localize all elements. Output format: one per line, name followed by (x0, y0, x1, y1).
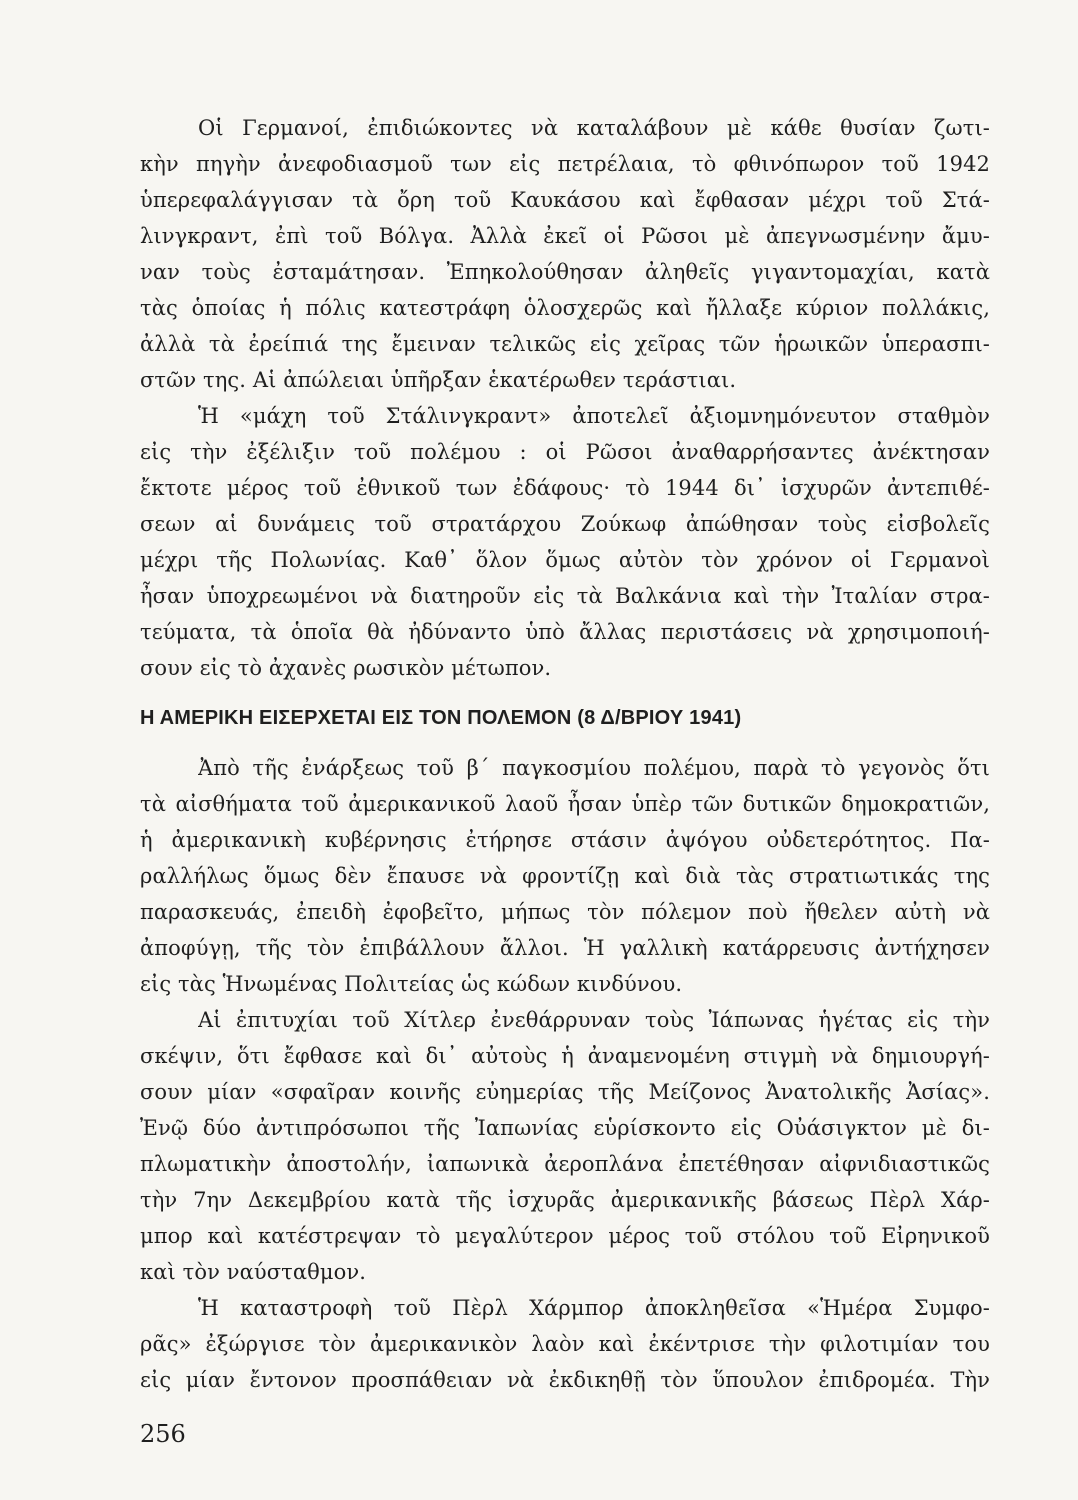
text-line: λινγκραντ, ἐπὶ τοῦ Βόλγα. Ἀλλὰ ἐκεῖ οἱ Ρῶσοι μὲ ἀπεγνωσμένην ἄμυ- (140, 224, 990, 248)
text-line: εἰς τὴν ἐξέλιξιν τοῦ πολέμου : οἱ Ρῶσοι ἀναθαρρήσαντες ἀνέκτησαν (140, 440, 990, 464)
text-line: Αἱ ἐπιτυχίαι τοῦ Χίτλερ ἐνεθάρρυναν τοὺς Ἰάπωνας ἡγέτας εἰς τὴν (198, 1008, 990, 1032)
text-line: ἔκτοτε μέρος τοῦ ἐθνικοῦ των ἐδάφους· τὸ 1944 δι᾿ ἰσχυρῶν ἀντεπιθέ- (140, 476, 990, 500)
text-line: Ἀπὸ τῆς ἐνάρξεως τοῦ β΄ παγκοσμίου πολέμου, παρὰ τὸ γεγονὸς ὅτι (198, 756, 990, 780)
text-line: τεύματα, τὰ ὁποῖα θὰ ἠδύναντο ὑπὸ ἄλλας περιστάσεις νὰ χρησιμοποιή- (140, 620, 990, 644)
text-line: σουν εἰς τὸ ἀχανὲς ρωσικὸν μέτωπον. (140, 656, 552, 680)
text-line: καὶ τὸν ναύσταθμον. (140, 1260, 367, 1284)
text-line: εἰς τὰς Ἡνωμένας Πολιτείας ὡς κώδων κινδύνου. (140, 972, 683, 996)
text-line: Ἡ καταστροφὴ τοῦ Πὲρλ Χάρμπορ ἀποκληθεῖσα «Ἡμέρα Συμφο- (198, 1296, 990, 1320)
text-line: σκέψιν, ὅτι ἔφθασε καὶ δι᾿ αὐτοὺς ἡ ἀναμενομένη στιγμὴ νὰ δημιουργή- (140, 1044, 990, 1068)
text-line: τὰς ὁποίας ἡ πόλις κατεστράφη ὁλοσχερῶς καὶ ἤλλαξε κύριον πολλάκις, (140, 296, 990, 320)
text-line: Ἐνῷ δύο ἀντιπρόσωποι τῆς Ἰαπωνίας εὑρίσκοντο εἰς Οὐάσιγκτον μὲ δι- (140, 1116, 990, 1140)
text-line: ἦσαν ὑποχρεωμένοι νὰ διατηροῦν εἰς τὰ Βαλκάνια καὶ τὴν Ἰταλίαν στρα- (140, 584, 990, 608)
text-line: ἀποφύγῃ, τῆς τὸν ἐπιβάλλουν ἄλλοι. Ἡ γαλλικὴ κατάρρευσις ἀντήχησεν (140, 936, 990, 960)
text-line: ρᾶς» ἐξώργισε τὸν ἀμερικανικὸν λαὸν καὶ ἐκέντρισε τὴν φιλοτιμίαν του (140, 1332, 990, 1356)
text-line: σουν μίαν «σφαῖραν κοινῆς εὐημερίας τῆς Μείζονος Ἀνατολικῆς Ἀσίας». (140, 1080, 990, 1104)
text-line: ἀλλὰ τὰ ἐρείπιά της ἔμειναν τελικῶς εἰς χεῖρας τῶν ἡρωικῶν ὑπερασπι- (140, 332, 990, 356)
text-line: πλωματικὴν ἀποστολήν, ἰαπωνικὰ ἀεροπλάνα ἐπετέθησαν αἰφνιδιαστικῶς (140, 1152, 990, 1176)
text-line: στῶν της. Αἱ ἀπώλειαι ὑπῆρξαν ἑκατέρωθεν τεράστιαι. (140, 368, 737, 392)
text-line: παρασκευάς, ἐπειδὴ ἐφοβεῖτο, μήπως τὸν πόλεμον ποὺ ἤθελεν αὐτὴ νὰ (140, 900, 990, 924)
text-line: τὰ αἰσθήματα τοῦ ἀμερικανικοῦ λαοῦ ἦσαν ὑπὲρ τῶν δυτικῶν δημοκρατιῶν, (140, 792, 990, 816)
text-line: ραλλήλως ὅμως δὲν ἔπαυσε νὰ φροντίζῃ καὶ διὰ τὰς στρατιωτικάς της (140, 864, 990, 888)
text-line: Οἱ Γερμανοί, ἐπιδιώκοντες νὰ καταλάβουν μὲ κάθε θυσίαν ζωτι- (198, 116, 990, 140)
text-line: ἡ ἀμερικανικὴ κυβέρνησις ἐτήρησε στάσιν ἀψόγου οὐδετερότητος. Πα- (140, 828, 990, 852)
text-line: εἰς μίαν ἔντονον προσπάθειαν νὰ ἐκδικηθῇ τὸν ὕπουλον ἐπιδρομέα. Τὴν (140, 1368, 990, 1392)
text-line: ναν τοὺς ἐσταμάτησαν. Ἐπηκολούθησαν ἀληθεῖς γιγαντομαχίαι, κατὰ (140, 260, 990, 284)
text-line: τὴν 7ην Δεκεμβρίου κατὰ τῆς ἰσχυρᾶς ἀμερικανικῆς βάσεως Πὲρλ Χάρ- (140, 1188, 990, 1212)
text-line: Ἡ «μάχη τοῦ Στάλινγκραντ» ἀποτελεῖ ἀξιομνημόνευτον σταθμὸν (198, 404, 990, 428)
page-number: 256 (140, 1420, 186, 1448)
text-line: σεων αἱ δυνάμεις τοῦ στρατάρχου Ζούκωφ ἀπώθησαν τοὺς εἰσβολεῖς (140, 512, 990, 536)
text-line: μέχρι τῆς Πολωνίας. Καθ᾿ ὅλον ὅμως αὐτὸν τὸν χρόνον οἱ Γερμανοὶ (140, 548, 990, 572)
text-line: ὑπερεφαλάγγισαν τὰ ὄρη τοῦ Καυκάσου καὶ ἔφθασαν μέχρι τοῦ Στά- (140, 188, 990, 212)
text-line: κὴν πηγὴν ἀνεφοδιασμοῦ των εἰς πετρέλαια, τὸ φθινόπωρον τοῦ 1942 (140, 152, 990, 176)
text-line: μπορ καὶ κατέστρεψαν τὸ μεγαλύτερον μέρος τοῦ στόλου τοῦ Εἰρηνικοῦ (140, 1224, 990, 1248)
section-heading: Η ΑΜΕΡΙΚΗ ΕΙΣΕΡΧΕΤΑΙ ΕΙΣ ΤΟΝ ΠΟΛΕΜΟΝ (8 Δ/ΒΡΙΟΥ 1941) (140, 707, 742, 729)
